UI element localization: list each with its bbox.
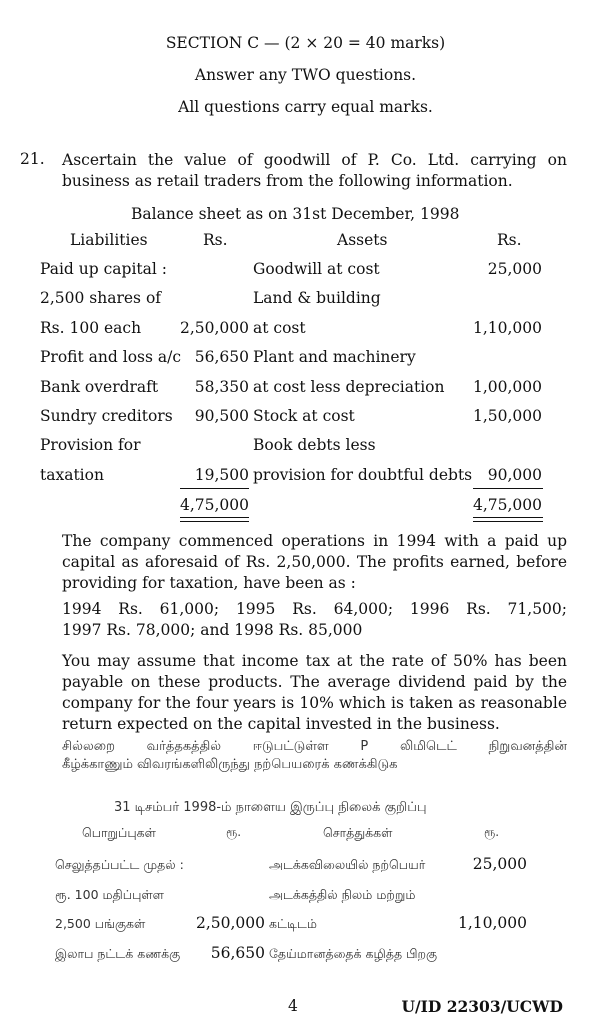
tamil-asset-label: தேய்மானத்தைக் கழித்த பிறகு <box>269 946 438 962</box>
tamil-intro-1: சில்லறை வர்த்தகத்தில் ஈடுபட்டுள்ள P லிமிடெட் நிறுவனத்தின் <box>62 739 567 754</box>
column-header: Assets <box>337 231 388 249</box>
tamil-liability-amount: 2,50,000 <box>195 914 265 933</box>
double-rule <box>180 517 249 522</box>
liability-label: Bank overdraft <box>40 377 159 396</box>
liability-label: 2,500 shares of <box>40 289 162 308</box>
liability-label: taxation <box>40 465 104 484</box>
page-number: 4 <box>288 997 298 1015</box>
paper-code: U/ID 22303/UCWD <box>401 997 563 1016</box>
section-heading: SECTION C — (2 × 20 = 40 marks) <box>165 34 446 52</box>
asset-amount: 1,00,000 <box>472 377 542 396</box>
question-intro-1: Ascertain the value of goodwill of P. Co. Ltd. carrying on <box>62 151 567 169</box>
paragraph-line: providing for taxation, have been as : <box>62 574 356 592</box>
liability-label: Profit and loss a/c <box>40 348 182 367</box>
paragraph-line: return expected on the capital invested in the business. <box>62 715 500 733</box>
liability-amount: 19,500 <box>194 465 249 484</box>
column-header: Rs. <box>203 231 228 249</box>
asset-amount: 25,000 <box>487 260 542 278</box>
liability-amount: 58,350 <box>194 377 249 396</box>
asset-label: provision for doubtful debts <box>253 465 473 484</box>
tamil-liability-label: இலாப நட்டக் கணக்கு <box>55 946 181 962</box>
asset-label: Goodwill at cost <box>253 260 380 278</box>
liability-label: Rs. 100 each <box>40 318 142 337</box>
asset-amount: 1,10,000 <box>472 318 542 337</box>
paragraph-line: The company commenced operations in 1994 with a paid up <box>62 532 567 550</box>
paragraph-line: payable on these products. The average dividend paid by the <box>62 673 567 691</box>
tamil-asset-label: கட்டிடம் <box>269 916 317 932</box>
asset-amount: 90,000 <box>487 465 542 484</box>
asset-label: Book debts less <box>253 436 376 455</box>
liability-amount: 2,50,000 <box>179 318 249 337</box>
paragraph-line: 1997 Rs. 78,000; and 1998 Rs. 85,000 <box>62 621 363 639</box>
asset-amount: 1,50,000 <box>472 407 542 425</box>
tamil-liability-amount: 56,650 <box>210 944 265 963</box>
tamil-column-header: ரூ. <box>226 825 242 839</box>
paragraph-line: capital as aforesaid of Rs. 2,50,000. The profits earned, before <box>62 553 567 571</box>
liability-label: Paid up capital : <box>40 260 167 278</box>
paragraph-line: You may assume that income tax at the rate of 50% has been <box>62 652 567 670</box>
tamil-asset-label: அடக்கவிலையில் நற்பெயர் <box>269 857 426 872</box>
liability-label: Provision for <box>40 436 141 455</box>
liabilities-total: 4,75,000 <box>179 496 249 514</box>
liability-amount: 90,500 <box>194 407 249 425</box>
asset-label: at cost less depreciation <box>253 377 445 396</box>
column-header: Liabilities <box>70 231 148 249</box>
tamil-asset-label: அடக்கத்தில் நிலம் மற்றும் <box>269 886 416 902</box>
asset-label: Stock at cost <box>253 407 355 425</box>
tamil-intro-2: கீழ்க்காணும் விவரங்களிலிருந்து நற்பெயரைக் கணக்கிடுக <box>62 757 398 772</box>
question-intro-2: business as retail traders from the following information. <box>62 172 513 190</box>
asset-label: at cost <box>253 318 306 337</box>
tamil-liability-label: ரூ. 100 மதிப்புள்ள <box>55 886 164 902</box>
paragraph-line: 1994 Rs. 61,000; 1995 Rs. 64,000; 1996 Rs. 71,500; <box>62 600 567 618</box>
liability-amount: 56,650 <box>194 348 249 367</box>
asset-label: Plant and machinery <box>253 348 416 367</box>
column-header: Rs. <box>497 231 522 249</box>
tamil-liability-label: 2,500 பங்குகள் <box>55 916 146 932</box>
tamil-balance-title: 31 டிசம்பர் 1998-ம் நாளைய இருப்பு நிலைக் குறிப்பு <box>114 800 427 815</box>
tamil-column-header: சொத்துக்கள் <box>323 825 393 840</box>
double-rule <box>473 517 543 522</box>
liability-label: Sundry creditors <box>40 407 173 425</box>
tamil-column-header: ரூ. <box>484 825 500 839</box>
rule <box>180 488 249 489</box>
tamil-column-header: பொறுப்புகள் <box>82 825 156 840</box>
balance-sheet-title: Balance sheet as on 31st December, 1998 <box>131 205 460 223</box>
marks-note: All questions carry equal marks. <box>178 98 433 116</box>
asset-label: Land & building <box>253 289 381 308</box>
tamil-asset-amount: 25,000 <box>472 855 527 873</box>
tamil-asset-amount: 1,10,000 <box>457 914 527 933</box>
question-number: 21. <box>20 150 45 168</box>
rule <box>473 488 543 489</box>
assets-total: 4,75,000 <box>472 496 542 514</box>
tamil-liability-label: செலுத்தப்பட்ட முதல் : <box>55 857 184 872</box>
paragraph-line: company for the four years is 10% which is taken as reasonable <box>62 694 567 712</box>
instruction: Answer any TWO questions. <box>194 66 417 84</box>
